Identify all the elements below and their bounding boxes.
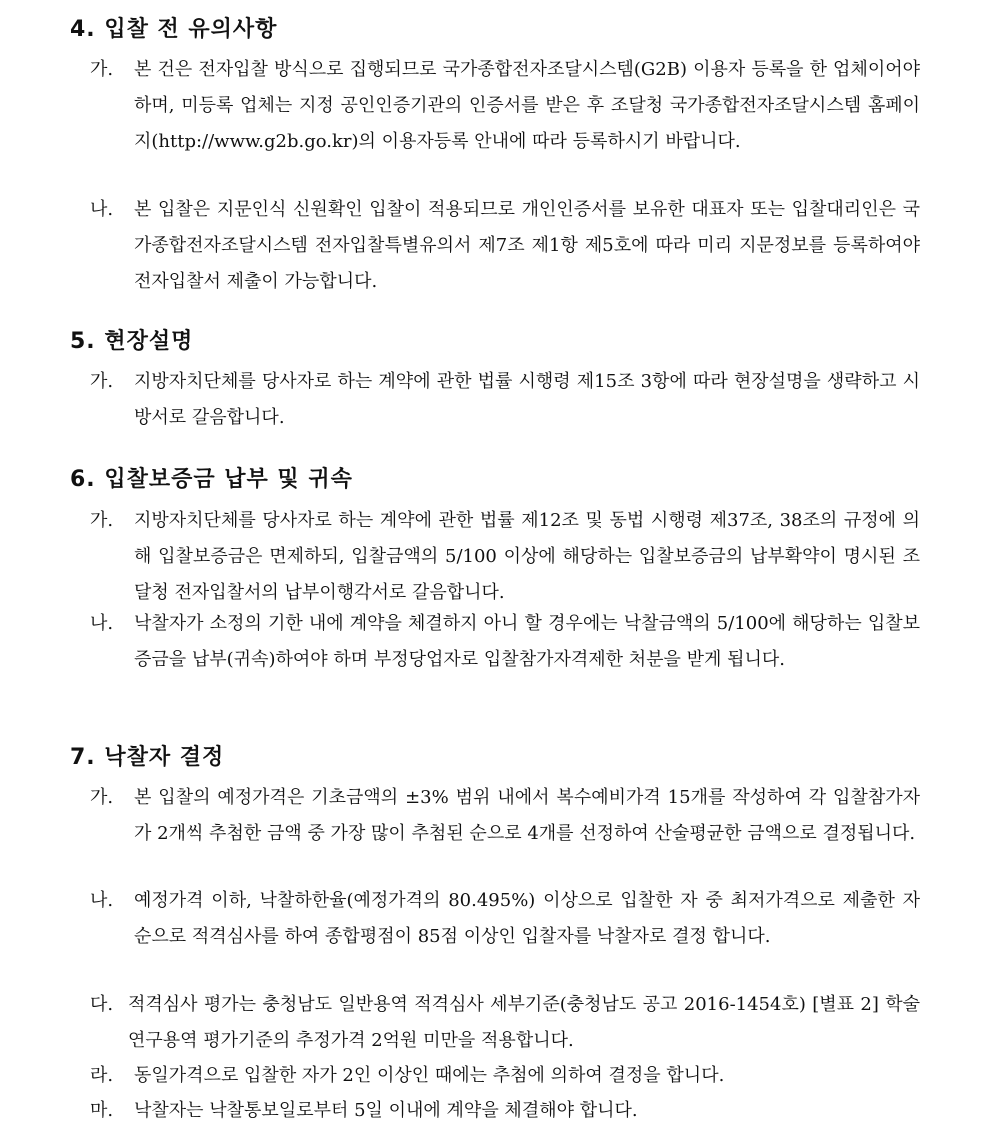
item-marker: 나. (90, 613, 114, 634)
item-text: 낙찰자는 낙찰통보일로부터 5일 이내에 계약을 체결해야 합니다. (134, 1100, 638, 1121)
section-heading: 5. 현장설명 (70, 329, 194, 354)
section-heading: 6. 입찰보증금 납부 및 귀속 (70, 467, 353, 492)
item-marker: 가. (90, 371, 114, 392)
list-item (90, 987, 920, 1059)
item-text: 동일가격으로 입찰한 자가 2인 이상인 때에는 추첨에 의하여 결정을 합니다. (134, 1065, 725, 1086)
list-item (90, 780, 920, 852)
list-item (90, 52, 920, 160)
item-text: 낙찰자가 소정의 기한 내에 계약을 체결하지 아니 할 경우에는 낙찰금액의 5/100에 해당하는 입찰보증금을 납부(귀속)하여야 하며 부정당업자로 입찰참가자격제한 처분을 받게 됩니다. (134, 613, 920, 670)
item-marker: 라. (90, 1065, 114, 1086)
list-item (90, 1093, 920, 1129)
list-item (90, 1058, 920, 1094)
list-item (90, 192, 920, 300)
section-heading: 7. 낙찰자 결정 (70, 745, 225, 770)
item-text: 본 입찰의 예정가격은 기초금액의 ±3% 범위 내에서 복수예비가격 15개를 작성하여 각 입찰참가자가 2개씩 추첨한 금액 중 가장 많이 추첨된 순으로 4개를 선정하여 산술평균한 금액으로 결정됩니다. (134, 787, 920, 844)
item-text: 본 건은 전자입찰 방식으로 집행되므로 국가종합전자조달시스템(G2B) 이용자 등록을 한 업체이어야 하며, 미등록 업체는 지정 공인인증기관의 인증서를 받은 후 조달청 국가종합전자조달시스템 홈페이지(http://www.g2b.go.kr)의 이용자등록 안내에 따라 등록하시기 바랍니다. (134, 59, 920, 152)
list-item (90, 883, 920, 955)
list-item (90, 364, 920, 436)
section-heading: 4. 입찰 전 유의사항 (70, 17, 278, 42)
item-text: 본 입찰은 지문인식 신원확인 입찰이 적용되므로 개인인증서를 보유한 대표자 또는 입찰대리인은 국가종합전자조달시스템 전자입찰특별유의서 제7조 제1항 제5호에 따라 미리 지문정보를 등록하여야 전자입찰서 제출이 가능합니다. (134, 199, 920, 292)
item-marker: 나. (90, 199, 114, 220)
item-text: 예정가격 이하, 낙찰하한율(예정가격의 80.495%) 이상으로 입찰한 자 중 최저가격으로 제출한 자 순으로 적격심사를 하여 종합평점이 85점 이상인 입찰자를 낙찰자로 결정 합니다. (134, 890, 920, 947)
item-text: 지방자치단체를 당사자로 하는 계약에 관한 법률 시행령 제15조 3항에 따라 현장설명을 생략하고 시방서로 갈음합니다. (134, 371, 920, 428)
item-marker: 다. (90, 994, 114, 1015)
item-text: 지방자치단체를 당사자로 하는 계약에 관한 법률 제12조 및 동법 시행령 제37조, 38조의 규정에 의해 입찰보증금은 면제하되, 입찰금액의 5/100 이상에 해당하는 입찰보증금의 납부확약이 명시된 조달청 전자입찰서의 납부이행각서로 갈음합니다. (134, 510, 920, 603)
list-item (90, 606, 920, 678)
list-item (90, 503, 920, 611)
item-marker: 마. (90, 1100, 114, 1121)
item-marker: 나. (90, 890, 114, 911)
item-text: 적격심사 평가는 충청남도 일반용역 적격심사 세부기준(충청남도 공고 2016-1454호) [별표 2] 학술연구용역 평가기준의 추정가격 2억원 미만을 적용합니다. (128, 994, 920, 1051)
item-marker: 가. (90, 59, 114, 80)
item-marker: 가. (90, 510, 114, 531)
item-marker: 가. (90, 787, 114, 808)
